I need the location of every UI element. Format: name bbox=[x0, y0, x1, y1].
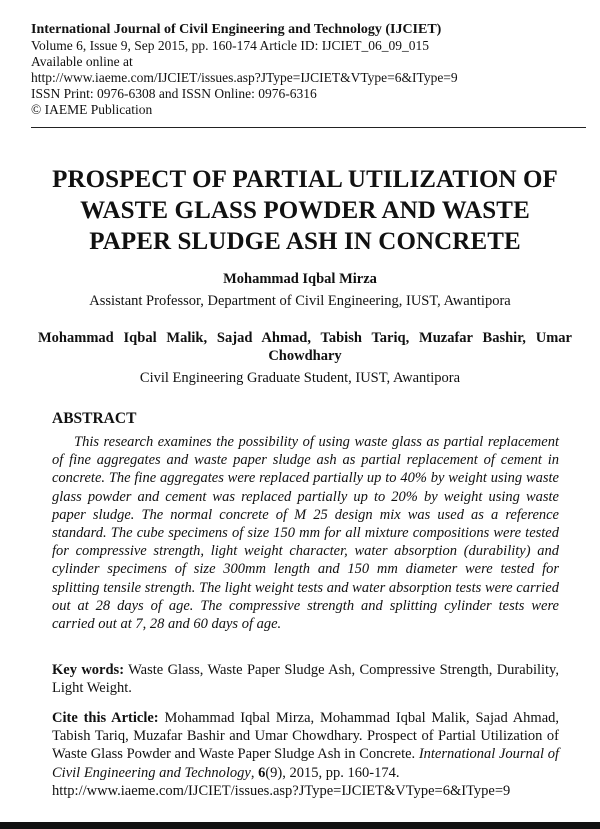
journal-url[interactable]: http://www.iaeme.com/IJCIET/issues.asp?JType=IJCIET&VType=6&IType=9 bbox=[31, 70, 458, 85]
page-footer-bar bbox=[0, 822, 600, 829]
title-line-1: PROSPECT OF PARTIAL UTILIZATION OF bbox=[52, 166, 558, 193]
co-author-affiliation: Civil Engineering Graduate Student, IUST, Awantipora bbox=[139, 370, 461, 386]
keywords bbox=[52, 661, 559, 697]
primary-author: Mohammad Iqbal Mirza bbox=[223, 271, 377, 287]
journal-header bbox=[31, 22, 576, 118]
volume-info: Volume 6, Issue 9, Sep 2015, pp. 160-174 Article ID: IJCIET_06_09_015 bbox=[31, 38, 429, 53]
citation: Cite this Article: Mohammad Iqbal Mirza, Mohammad Iqbal Malik, Sajad Ahmad, Tabish Tariq, Muzafar Bashir and Umar Chowdhary. Prospect of Partial Utilization of Waste Glass Powder and Waste Paper Sludge Ash in Concrete. International Journal of Civil Engineering and Technology, 6(9), 2015, pp. 160-174. http://www.iaeme.com/IJCIET/issues.asp?JType=IJCIET&VType=6&IType=9 bbox=[52, 710, 559, 799]
primary-affiliation: Assistant Professor, Department of Civil Engineering, IUST, Awantipora bbox=[89, 293, 511, 309]
citation-url[interactable]: http://www.iaeme.com/IJCIET/issues.asp?JType=IJCIET&VType=6&IType=9 bbox=[52, 782, 511, 799]
title-line-2: WASTE GLASS POWDER AND WASTE bbox=[80, 197, 530, 224]
co-authors: Mohammad Iqbal Malik, Sajad Ahmad, Tabish Tariq, Muzafar Bashir, Umar Chowdhary bbox=[38, 330, 572, 364]
citation-journal: International Journal of Civil Engineering and Technology bbox=[52, 746, 559, 781]
keywords-label: Key words: bbox=[52, 662, 125, 678]
citation-label: Cite this Article: bbox=[52, 710, 159, 726]
publisher-info: © IAEME Publication bbox=[31, 102, 153, 117]
citation-issue: (9), 2015, pp. 160-174. bbox=[265, 764, 400, 781]
citation-text: Mohammad Iqbal Mirza, Mohammad Iqbal Malik, Sajad Ahmad, Tabish Tariq, Muzafar Bashir and Umar Chowdhary. Prospect of Partial Utilization of Waste Glass Powder and Waste Paper Sludge Ash in Concrete. bbox=[52, 710, 559, 763]
journal-name: International Journal of Civil Engineering and Technology (IJCIET) bbox=[31, 22, 442, 37]
title-line-3: PAPER SLUDGE ASH IN CONCRETE bbox=[89, 228, 521, 255]
abstract-heading: ABSTRACT bbox=[52, 410, 137, 427]
abstract-text: This research examines the possibility of using waste glass as partial replacement of fine aggregates and waste paper sludge ash as partial replacement of cement in concrete. The fine aggregates were replaced partially up to 40% by weight using waste glass powder and cement was replaced partially up to 20% by weight using waste paper sludge. The normal concrete of M 25 design mix was used as a reference standard. The cube specimens of size 150 mm for all mixture compositions were tested for compressive strength, light weight character, water absorption (durability) and cylinder specimens of size 300mm length and 150 mm diameter were tested for splitting tensile strength. The light weight tests and water absorption tests were carried out at 28 days of age. The compressive strength and splitting cylinder tests were carried out at 7, 28 and 60 days of age. bbox=[52, 434, 559, 633]
available-online-label: Available online at bbox=[31, 54, 133, 69]
citation-volume: 6 bbox=[258, 764, 266, 781]
issn-info: ISSN Print: 0976-6308 and ISSN Online: 0976-6316 bbox=[31, 86, 317, 101]
paper-title bbox=[20, 164, 590, 257]
keywords-text: Waste Glass, Waste Paper Sludge Ash, Compressive Strength, Durability, Light Weight. bbox=[52, 662, 559, 697]
header-divider bbox=[31, 127, 586, 128]
